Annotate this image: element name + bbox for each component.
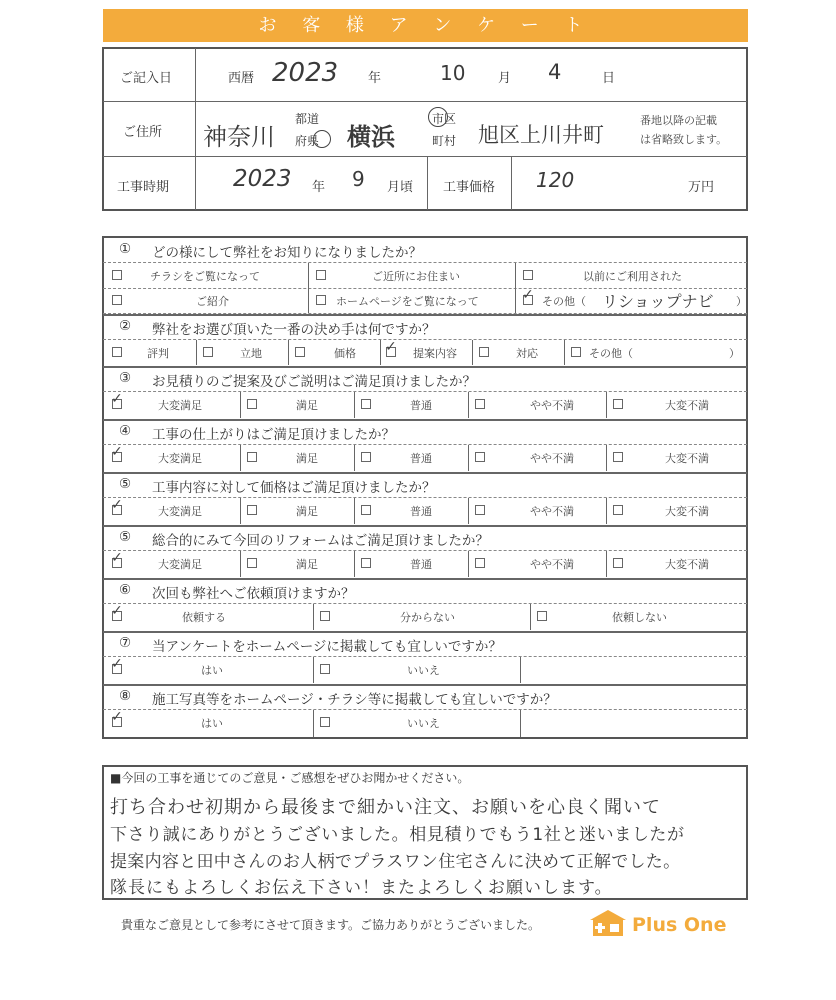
- q2-opt2-label: 立地: [240, 347, 262, 360]
- q6-opt2-label: 満足: [296, 558, 318, 571]
- comment-line-2: 下さり誠にありがとうございました。相見積りでもう1社と迷いましたが: [110, 825, 685, 845]
- price-value: 120: [536, 168, 575, 192]
- period-label: 工事時期: [117, 180, 170, 195]
- q1-opt5-label: ホームページをご覧になって: [336, 295, 479, 308]
- comments-heading: ■今回の工事を通じてのご意見・ご感想をぜひお聞かせください。: [110, 771, 470, 785]
- month-unit: 月: [498, 71, 512, 86]
- q1-opt6-close: ）: [736, 295, 747, 308]
- price-unit: 万円: [688, 180, 715, 195]
- city-value: 横浜: [347, 123, 395, 151]
- q7-opt1-checkmark-icon: ✓: [111, 603, 123, 619]
- q6-opt1-label: 大変満足: [158, 558, 202, 571]
- q5-opt2-checkbox[interactable]: [247, 505, 257, 515]
- q2-opt3-label: 価格: [334, 347, 356, 360]
- q9-opt1-label: はい: [201, 717, 223, 730]
- q1-opt6-label: その他（: [542, 295, 586, 308]
- q2-opt6-label: その他（: [589, 347, 633, 360]
- q5-number: ⑤: [119, 476, 132, 492]
- year-unit: 年: [368, 71, 382, 86]
- pref-circle-icon: [313, 130, 331, 148]
- house-logo-icon: [588, 908, 628, 938]
- q6-opt4-label: やや不満: [530, 558, 574, 571]
- footer-thanks: 貴重なご意見として参考にさせて頂きます。ご協力ありがとうございました。: [121, 918, 541, 932]
- q9-opt2-label: いいえ: [407, 717, 440, 730]
- q9-number: ⑧: [119, 688, 132, 704]
- q2-opt1-checkbox[interactable]: [112, 347, 122, 357]
- q8-text: 当アンケートをホームページに掲載しても宜しいですか？: [152, 639, 502, 655]
- q2-opt5-label: 対応: [516, 347, 538, 360]
- q6-opt2-checkbox[interactable]: [247, 558, 257, 568]
- q5-opt1-checkmark-icon: ✓: [111, 497, 123, 513]
- period-year-value: 2023: [233, 166, 292, 192]
- q4-opt5-label: 大変不満: [665, 452, 709, 465]
- pref-unit-bottom: 府県: [295, 134, 320, 148]
- q4-opt2-checkbox[interactable]: [247, 452, 257, 462]
- q4-opt3-label: 普通: [410, 452, 432, 465]
- month-value: 10: [440, 61, 466, 85]
- date-label: ご記入日: [120, 71, 173, 86]
- q1-opt2-checkbox[interactable]: [316, 270, 326, 280]
- q4-opt4-label: やや不満: [530, 452, 574, 465]
- q7-opt3-label: 依頼しない: [612, 611, 667, 624]
- q9-opt2-checkbox[interactable]: [320, 717, 330, 727]
- q4-text: 工事の仕上がりはご満足頂けましたか？: [152, 427, 395, 443]
- address-label: ご住所: [123, 125, 163, 140]
- q6-opt3-label: 普通: [410, 558, 432, 571]
- brand-logo-text: Plus One: [632, 914, 727, 936]
- address-note: 番地以降の記載 は省略致します。: [640, 114, 728, 146]
- q8-number: ⑦: [119, 635, 132, 651]
- q5-opt5-checkbox[interactable]: [613, 505, 623, 515]
- q3-opt3-checkbox[interactable]: [361, 399, 371, 409]
- q5-opt4-label: やや不満: [530, 505, 574, 518]
- q5-opt5-label: 大変不満: [665, 505, 709, 518]
- prefecture-value: 神奈川: [203, 123, 275, 151]
- comment-line-1: 打ち合わせ初期から最後まで細かい注文、お願いを心良く聞いて: [110, 797, 661, 818]
- day-unit: 日: [602, 71, 616, 86]
- q1-opt5-checkbox[interactable]: [316, 295, 326, 305]
- q4-opt1-label: 大変満足: [158, 452, 202, 465]
- q5-opt3-checkbox[interactable]: [361, 505, 371, 515]
- q6-opt1-checkmark-icon: ✓: [111, 550, 123, 566]
- q6-opt5-checkbox[interactable]: [613, 558, 623, 568]
- day-value: 4: [548, 60, 562, 84]
- q9-opt1-checkmark-icon: ✓: [111, 709, 123, 725]
- q3-opt1-label: 大変満足: [158, 399, 202, 412]
- q4-opt4-checkbox[interactable]: [475, 452, 485, 462]
- q2-opt4-checkmark-icon: ✓: [385, 339, 397, 355]
- q5-opt3-label: 普通: [410, 505, 432, 518]
- q3-opt2-label: 満足: [296, 399, 318, 412]
- q3-opt5-checkbox[interactable]: [613, 399, 623, 409]
- period-month-unit: 月頃: [387, 180, 414, 195]
- q1-opt3-checkbox[interactable]: [523, 270, 533, 280]
- q2-opt2-checkbox[interactable]: [203, 347, 213, 357]
- city-circle-icon: [428, 107, 448, 127]
- q3-opt1-checkmark-icon: ✓: [111, 391, 123, 407]
- comment-line-4: 隊長にもよろしくお伝え下さい！またよろしくお願いします。: [110, 878, 613, 898]
- period-year-unit: 年: [312, 180, 326, 195]
- q6-opt3-checkbox[interactable]: [361, 558, 371, 568]
- era-label: 西暦: [228, 71, 255, 86]
- q9-text: 施工写真等をホームページ・チラシ等に掲載しても宜しいですか？: [152, 692, 557, 708]
- q5-text: 工事内容に対して価格はご満足頂けましたか？: [152, 480, 436, 496]
- q6-opt5-label: 大変不満: [665, 558, 709, 571]
- q2-opt1-label: 評判: [147, 347, 169, 360]
- period-month-value: 9: [352, 167, 365, 191]
- q1-opt2-label: ご近所にお住まい: [372, 270, 460, 283]
- survey-title: お 客 様 ア ン ケ ー ト: [103, 9, 748, 42]
- q1-opt1-checkbox[interactable]: [112, 270, 122, 280]
- q2-text: 弊社をお選び頂いた一番の決め手は何ですか？: [152, 322, 436, 338]
- price-label: 工事価格: [443, 180, 496, 195]
- q7-opt2-checkbox[interactable]: [320, 611, 330, 621]
- q7-opt3-checkbox[interactable]: [537, 611, 547, 621]
- city-unit-top: 市区: [432, 112, 457, 126]
- q3-opt3-label: 普通: [410, 399, 432, 412]
- q1-number: ①: [119, 241, 132, 257]
- q3-opt4-checkbox[interactable]: [475, 399, 485, 409]
- q4-opt1-checkmark-icon: ✓: [111, 444, 123, 460]
- pref-unit-top: 都道: [295, 112, 320, 126]
- town-value: 旭区上川井町: [478, 123, 604, 147]
- q3-opt4-label: やや不満: [530, 399, 574, 412]
- q7-opt2-label: 分からない: [400, 611, 455, 624]
- q2-opt6-close: ）: [729, 347, 740, 360]
- q1-opt6-checkmark-icon: ✓: [522, 287, 534, 303]
- q5-opt1-label: 大変満足: [158, 505, 202, 518]
- q1-text: どの様にして弊社をお知りになりましたか？: [152, 245, 422, 261]
- q1-opt1-label: チラシをご覧になって: [150, 270, 260, 283]
- q6-opt4-checkbox[interactable]: [475, 558, 485, 568]
- q6-number: ⑤: [119, 529, 132, 545]
- q2-number: ②: [119, 318, 132, 334]
- q4-opt3-checkbox[interactable]: [361, 452, 371, 462]
- q4-number: ④: [119, 423, 132, 439]
- q1-opt4-checkbox[interactable]: [112, 295, 122, 305]
- q3-text: お見積りのご提案及びご説明はご満足頂けましたか？: [152, 374, 476, 390]
- q4-opt2-label: 満足: [296, 452, 318, 465]
- q3-opt5-label: 大変不満: [665, 399, 709, 412]
- q7-number: ⑥: [119, 582, 132, 598]
- q1-opt3-label: 以前にご利用された: [583, 270, 682, 283]
- year-value: 2023: [272, 58, 339, 88]
- q2-opt6-checkbox[interactable]: [571, 347, 581, 357]
- city-unit-bottom: 町村: [432, 134, 457, 148]
- q2-opt3-checkbox[interactable]: [295, 347, 305, 357]
- q8-opt1-label: はい: [201, 664, 223, 677]
- q3-number: ③: [119, 370, 132, 386]
- q5-opt2-label: 満足: [296, 505, 318, 518]
- q7-opt1-label: 依頼する: [182, 611, 226, 624]
- q8-opt1-checkmark-icon: ✓: [111, 656, 123, 672]
- q4-opt5-checkbox[interactable]: [613, 452, 623, 462]
- q5-opt4-checkbox[interactable]: [475, 505, 485, 515]
- q1-opt6-writein: リショップナビ: [602, 292, 714, 311]
- q8-opt2-label: いいえ: [407, 664, 440, 677]
- comment-line-3: 提案内容と田中さんのお人柄でプラスワン住宅さんに決めて正解でした。: [110, 852, 681, 872]
- q8-opt2-checkbox[interactable]: [320, 664, 330, 674]
- q1-opt4-label: ご紹介: [196, 295, 229, 308]
- q2-opt4-label: 提案内容: [413, 347, 457, 360]
- q3-opt2-checkbox[interactable]: [247, 399, 257, 409]
- q6-text: 総合的にみて今回のリフォームはご満足頂けましたか？: [152, 533, 489, 549]
- q2-opt5-checkbox[interactable]: [479, 347, 489, 357]
- q7-text: 次回も弊社へご依頼頂けますか？: [152, 586, 355, 602]
